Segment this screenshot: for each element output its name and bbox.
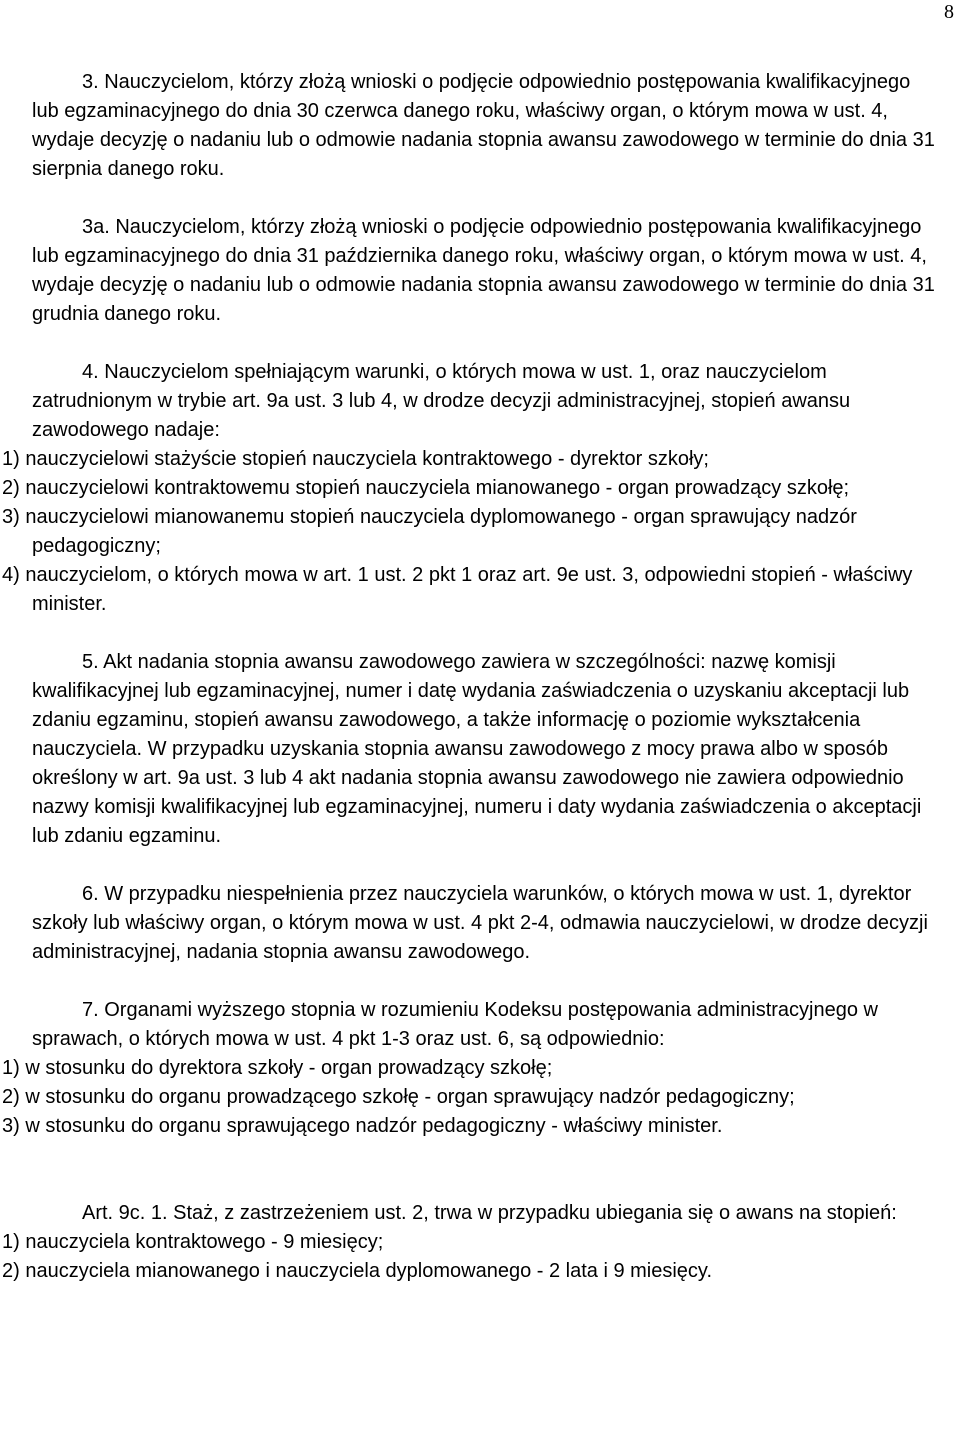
paragraph-4: 4. Nauczycielom spełniającym warunki, o których mowa w ust. 1, oraz nauczycielom zatrudnionym w trybie art. 9a ust. 3 lub 4, w drodze decyzji administracyjnej, stopień awansu zawodowego nadaje:: [32, 361, 856, 441]
list-item: 1) w stosunku do dyrektora szkoły - organ prowadzący szkołę;: [2, 1057, 553, 1079]
paragraph-7: 7. Organami wyższego stopnia w rozumieniu Kodeksu postępowania administracyjnego w sprawach, o których mowa w ust. 4 pkt 1-3 oraz ust. 6, są odpowiednio:: [32, 999, 884, 1050]
paragraph-6: 6. W przypadku niespełnienia przez nauczyciela warunków, o których mowa w ust. 1, dyrektor szkoły lub właściwy organ, o którym mowa w ust. 4 pkt 2-4, odmawia nauczycielowi, w drodze decyzji administracyjnej, nadania stopnia awansu zawodowego.: [32, 883, 934, 963]
list-item: 3) nauczycielowi mianowanemu stopień nauczyciela dyplomowanego - organ sprawujący nadzór pedagogiczny;: [2, 506, 857, 557]
paragraph-3: 3. Nauczycielom, którzy złożą wnioski o podjęcie odpowiednio postępowania kwalifikacyjnego lub egzaminacyjnego do dnia 30 czerwca danego roku, właściwy organ, o którym mowa w ust. 4, wydaje decyzję o nadaniu lub o odmowie nadania stopnia awansu zawodowego w terminie do dnia 31 sierpnia danego roku.: [32, 71, 941, 180]
list-item: 2) nauczycielowi kontraktowemu stopień nauczyciela mianowanego - organ prowadzący szkołę;: [2, 477, 850, 499]
list-item: 1) nauczycielowi stażyście stopień nauczyciela kontraktowego - dyrektor szkoły;: [2, 448, 709, 470]
list-item: 2) w stosunku do organu prowadzącego szkołę - organ sprawujący nadzór pedagogiczny;: [2, 1086, 795, 1108]
list-item: 1) nauczyciela kontraktowego - 9 miesięcy;: [2, 1231, 384, 1253]
list-item: 2) nauczyciela mianowanego i nauczyciela dyplomowanego - 2 lata i 9 miesięcy.: [2, 1260, 712, 1282]
list-item: 4) nauczycielom, o których mowa w art. 1 ust. 2 pkt 1 oraz art. 9e ust. 3, odpowiedni stopień - właściwy minister.: [2, 564, 913, 615]
paragraph-3a: 3a. Nauczycielom, którzy złożą wnioski o podjęcie odpowiednio postępowania kwalifikacyjnego lub egzaminacyjnego do dnia 31 października danego roku, właściwy organ, o którym mowa w ust. 4, wydaje decyzję o nadaniu lub o odmowie nadania stopnia awansu zawodowego w terminie do dnia 31 grudnia danego roku.: [32, 216, 941, 325]
page-number: 8: [944, 1, 954, 23]
paragraph-5: 5. Akt nadania stopnia awansu zawodowego zawiera w szczególności: nazwę komisji kwalifikacyjnej lub egzaminacyjnej, numer i datę wydania zaświadczenia o uzyskaniu akceptacji lub zdaniu egzaminu, stopień awansu zawodowego, a także informację o poziomie wykształcenia nauczyciela. W przypadku uzyskania stopnia awansu zawodowego z mocy prawa albo w sposób określony w art. 9a ust. 3 lub 4 akt nadania stopnia awansu zawodowego nie zawiera odpowiednio nazwy komisji kwalifikacyjnej lub egzaminacyjnej, numeru i daty wydania zaświadczenia o akceptacji lub zdaniu egzaminu.: [32, 651, 927, 847]
list-item: 3) w stosunku do organu sprawującego nadzór pedagogiczny - właściwy minister.: [2, 1115, 723, 1137]
document-body: [2, 68, 941, 1286]
article-9c: Art. 9c. 1. Staż, z zastrzeżeniem ust. 2, trwa w przypadku ubiegania się o awans na stopień:: [82, 1202, 897, 1224]
